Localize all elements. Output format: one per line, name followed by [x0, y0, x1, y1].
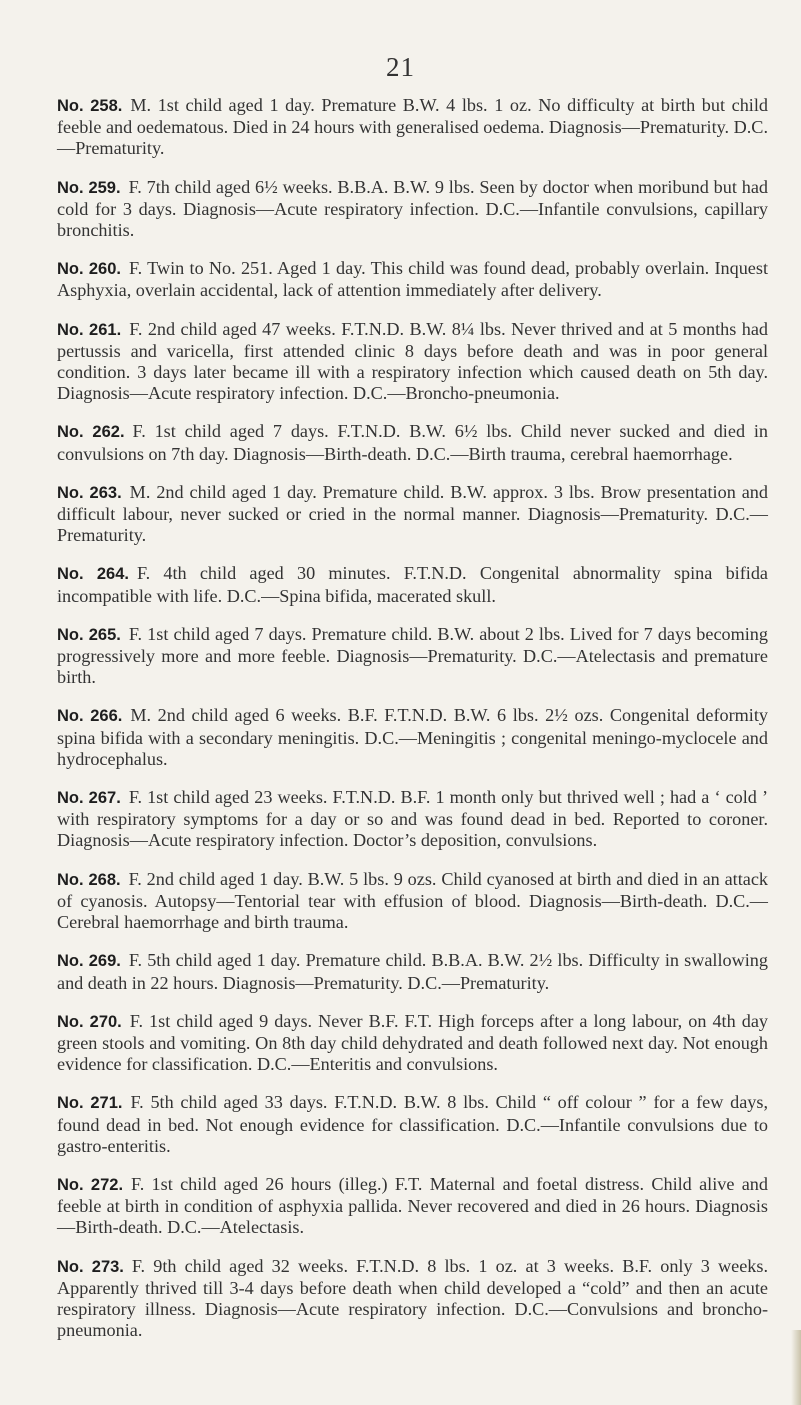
case-entry [57, 787, 768, 852]
case-number: No. 264. [57, 565, 129, 584]
case-number: No. 273. [57, 1257, 124, 1276]
case-text: F. 1st child aged 23 weeks. F.T.N.D. B.F. 1 month only but thrived well ; had a ‘ cold ’ with respiratory symptoms for a day or so and was found dead in bed. Reported to coroner. Diagnosis—Acute respiratory infection. Doctor’s deposition, convulsions. [57, 787, 769, 851]
case-text: F. 1st child aged 26 hours (illeg.) F.T. Maternal and foetal distress. Child alive and feeble at birth in condition of asphyxia pallida. Never recovered and died in 26 hours. Diagnosis—Birth-death. D.C.—Atelectasis. [57, 1173, 768, 1238]
case-entry [57, 177, 768, 242]
case-number: No. 269. [57, 952, 121, 971]
case-text: F. 1st child aged 7 days. F.T.N.D. B.W. 6½ lbs. Child never sucked and died in convulsions on 7th day. Diagnosis—Birth-death. D.C.—Birth trauma, cerebral haemorrhage. [57, 421, 768, 464]
case-text: F. 9th child aged 32 weeks. F.T.N.D. 8 lbs. 1 oz. at 3 weeks. B.F. only 3 weeks. Apparently thrived till 3-4 days before death when child developed a “cold” and then an acute respiratory illness. Diagnosis—Acute respiratory infection. D.C.—Convulsions and broncho-pneumonia. [57, 1255, 768, 1341]
case-text: F. 2nd child aged 47 weeks. F.T.N.D. B.W. 8¼ lbs. Never thrived and at 5 months had pertussis and varicella, first attended clinic 8 days before death and was in poor general condition. 3 days later became ill with a respiratory infection which caused death on 5th day. Diagnosis—Acute respiratory infection. D.C.—Broncho-pneumonia. [57, 318, 769, 404]
case-number: No. 271. [57, 1094, 123, 1113]
case-text: F. Twin to No. 251. Aged 1 day. This child was found dead, probably overlain. Inquest Asphyxia, overlain accidental, lack of attention immediately after delivery. [57, 258, 769, 301]
case-number: No. 268. [57, 870, 121, 889]
case-entry [57, 1092, 768, 1157]
case-number: No. 259. [57, 178, 121, 197]
case-number: No. 261. [57, 320, 122, 339]
case-entry [57, 950, 768, 993]
case-number: No. 262. [57, 423, 125, 442]
case-entry [57, 95, 768, 160]
case-number: No. 265. [57, 625, 121, 644]
case-number: No. 258. [57, 97, 123, 115]
case-entry [57, 319, 768, 405]
case-entry [57, 705, 768, 770]
case-entry [57, 482, 768, 547]
case-number: No. 267. [57, 789, 121, 808]
case-text: F. 2nd child aged 1 day. B.W. 5 lbs. 9 ozs. Child cyanosed at birth and died in an attack of cyanosis. Autopsy—Tentorial tear with effusion of blood. Diagnosis—Birth-death. D.C.—Cerebral haemorrhage and birth trauma. [57, 868, 769, 933]
case-text: M. 2nd child aged 6 weeks. B.F. F.T.N.D. B.W. 6 lbs. 2½ ozs. Congenital deformity spina bifida with a secondary meningitis. D.C.—Meningitis ; congenital meningo-myclocele and hydrocephalus. [57, 705, 769, 769]
case-text: F. 1st child aged 9 days. Never B.F. F.T. High forceps after a long labour, on 4th day green stools and vomiting. On 8th day child dehydrated and death followed next day. Not enough evidence for classification. D.C.—Enteritis and convulsions. [57, 1010, 769, 1075]
case-text: F. 1st child aged 7 days. Premature child. B.W. about 2 lbs. Lived for 7 days becoming progressively more and more feeble. Diagnosis—Prematurity. D.C.—Atelectasis and premature birth. [57, 623, 768, 688]
case-entry [57, 563, 768, 606]
case-number: No. 272. [57, 1175, 124, 1194]
case-entry [57, 1174, 768, 1239]
case-entry [57, 1011, 768, 1076]
case-text: M. 1st child aged 1 day. Premature B.W. 4 lbs. 1 oz. No difficulty at birth but child feeble and oedematous. Died in 24 hours with generalised oedema. Diagnosis—Prematurity. D.C.—Prematurity. [57, 95, 769, 159]
case-text: F. 7th child aged 6½ weeks. B.B.A. B.W. 9 lbs. Seen by doctor when moribund but had cold for 3 days. Diagnosis—Acute respiratory infection. D.C.—Infantile convulsions, capillary bronchitis. [57, 176, 768, 241]
case-entry [57, 624, 768, 689]
case-entries [57, 95, 768, 1358]
case-entry [57, 258, 768, 301]
case-text: F. 4th child aged 30 minutes. F.T.N.D. Congenital abnormality spina bifida incompatible with life. D.C.—Spina bifida, macerated skull. [57, 563, 768, 606]
case-text: M. 2nd child aged 1 day. Premature child. B.W. approx. 3 lbs. Brow presentation and difficult labour, never sucked or cried in the normal manner. Diagnosis—Prematurity. D.C.—Prematurity. [57, 481, 768, 546]
case-entry [57, 1256, 768, 1342]
case-text: F. 5th child aged 33 days. F.T.N.D. B.W. 8 lbs. Child “ off colour ” for a few days, found dead in bed. Not enough evidence for classification. D.C.—Infantile convulsions due to gastro-enteritis. [57, 1092, 768, 1156]
case-entry [57, 869, 768, 934]
page-edge-shadow [791, 1330, 801, 1405]
case-number: No. 260. [57, 260, 121, 279]
case-text: F. 5th child aged 1 day. Premature child. B.B.A. B.W. 2½ lbs. Difficulty in swallowing and death in 22 hours. Diagnosis—Prematurity. D.C.—Prematurity. [57, 950, 768, 993]
page-number: 21 [386, 52, 415, 82]
case-number: No. 266. [57, 707, 123, 726]
case-number: No. 270. [57, 1012, 122, 1031]
case-number: No. 263. [57, 483, 122, 502]
case-entry [57, 421, 768, 464]
